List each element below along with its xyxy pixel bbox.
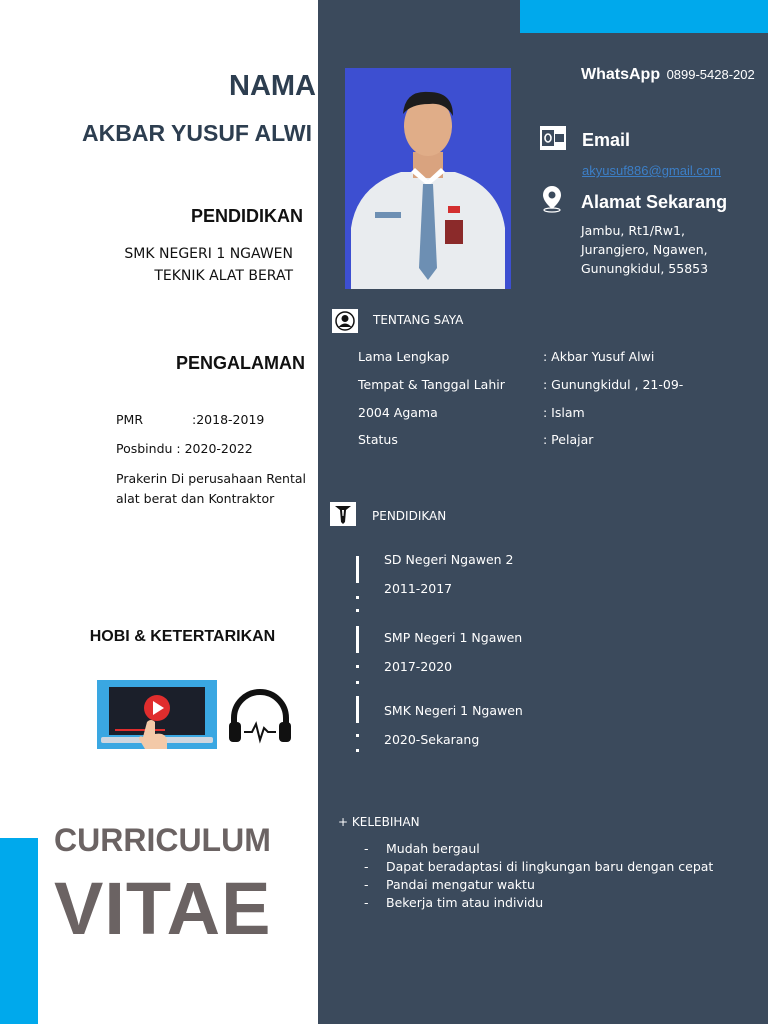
timeline-bar [356, 626, 359, 653]
address-line: Gunungkidul, 55853 [581, 261, 709, 276]
cv-line-2: VITAE [54, 867, 272, 950]
top-accent-bar [520, 0, 768, 33]
strengths-list [360, 840, 760, 912]
experience-title: PENGALAMAN [176, 353, 305, 373]
about-label: 2004 Agama [358, 405, 438, 420]
education-years: 2011-2017 [384, 581, 453, 596]
youtube-video-icon [97, 680, 217, 749]
experience-value: 2020-2022 [184, 441, 253, 456]
person-icon [332, 309, 358, 333]
experience-label: Posbindu : [116, 441, 181, 456]
timeline-dot [356, 609, 359, 612]
about-title: TENTANG SAYA [373, 313, 464, 327]
left-accent-bar [0, 838, 38, 1024]
strength-item: - Mudah bergaul [360, 840, 760, 858]
timeline-bar [356, 556, 359, 583]
graduate-icon [330, 502, 356, 526]
address-line: Jambu, Rt1/Rw1, [581, 223, 685, 238]
hobby-title: HOBI & KETERTARIKAN [89, 628, 276, 645]
location-pin-icon [541, 185, 563, 213]
email-link[interactable]: akyusuf886@gmail.com [582, 163, 721, 178]
full-name: AKBAR YUSUF ALWI [82, 120, 312, 146]
timeline-dot [356, 749, 359, 752]
about-label: Tempat & Tanggal Lahir [358, 377, 505, 392]
education-years: 2017-2020 [384, 659, 453, 674]
strengths-title: + KELEBIHAN [338, 815, 420, 829]
timeline-dot [356, 665, 359, 668]
timeline-bar [356, 696, 359, 723]
education-left-major: TEKNIK ALAT BERAT [154, 268, 293, 284]
timeline-dot [356, 596, 359, 599]
whatsapp-value[interactable]: 0899-5428-202 [666, 67, 755, 82]
headphones-icon [226, 688, 294, 746]
about-value: : Akbar Yusuf Alwi [543, 349, 655, 364]
education-school: SD Negeri Ngawen 2 [384, 552, 514, 567]
about-label: Status [358, 432, 398, 447]
outlook-icon [540, 126, 566, 150]
about-value: : Gunungkidul , 21-09- [543, 377, 684, 392]
timeline-dot [356, 734, 359, 737]
strength-item: - Bekerja tim atau individu [360, 894, 760, 912]
about-value: : Islam [543, 405, 585, 420]
experience-item [116, 441, 306, 456]
name-label: NAMA [229, 70, 316, 102]
email-label: Email [582, 130, 631, 150]
education-left-title: PENDIDIKAN [190, 206, 303, 226]
strength-item: - Pandai mengatur waktu [360, 876, 760, 894]
whatsapp-label: WhatsApp [581, 66, 661, 83]
education-school: SMP Negeri 1 Ngawen [384, 630, 523, 645]
about-value: : Pelajar [543, 432, 594, 447]
education-right-title: PENDIDIKAN [372, 509, 447, 523]
experience-label: PMR [116, 412, 144, 427]
experience-prakerin: Prakerin Di perusahaan Rental alat berat dan Kontraktor [116, 471, 306, 506]
education-years: 2020-Sekarang [384, 732, 480, 747]
education-left-school: SMK NEGERI 1 NGAWEN [124, 246, 293, 262]
timeline-dot [356, 681, 359, 684]
whatsapp-row [581, 66, 766, 84]
address-line: Jurangjero, Ngawen, [581, 242, 708, 257]
education-school: SMK Negeri 1 Ngawen [384, 703, 523, 718]
cv-line-1: CURRICULUM [54, 822, 271, 858]
experience-value: :2018-2019 [192, 412, 265, 427]
profile-photo [345, 68, 511, 289]
strength-item: - Dapat beradaptasi di lingkungan baru dengan cepat [360, 858, 760, 876]
about-label: Lama Lengkap [358, 349, 450, 364]
address-label: Alamat Sekarang [581, 192, 728, 212]
experience-item [116, 412, 306, 427]
